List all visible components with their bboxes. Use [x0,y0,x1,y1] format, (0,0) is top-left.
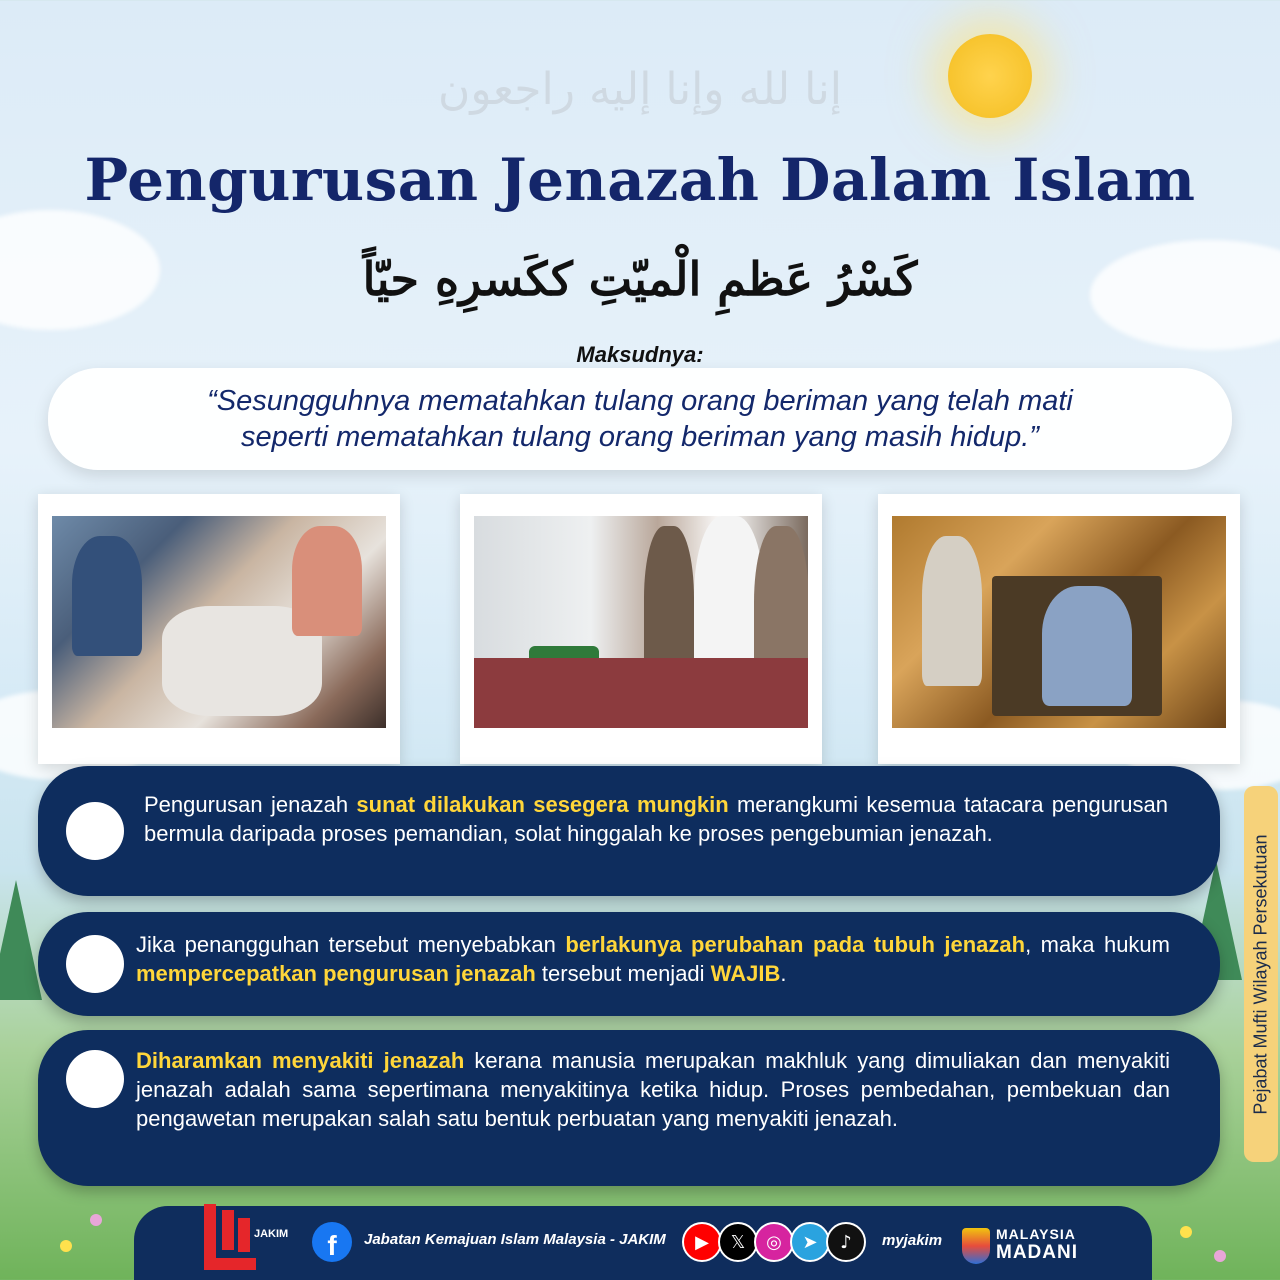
photo-card-washing [38,494,400,764]
meaning-label: Maksudnya: [576,342,704,367]
tiktok-icon[interactable]: ♪ [826,1222,866,1262]
bullet-circle [66,1050,124,1108]
social-handle: myjakim [882,1232,943,1249]
bullet-circle [66,802,124,860]
flower-decoration [1180,1226,1192,1238]
meaning-quote-box [48,368,1232,470]
tree-decoration [0,880,42,1000]
side-label [1244,786,1278,1162]
x-icon[interactable]: 𝕏 [718,1222,758,1262]
malaysia-madani-logo [962,1224,1092,1270]
madani-emblem-icon [962,1228,990,1264]
sun-decoration [948,34,1032,118]
flower-decoration [60,1240,72,1252]
madani-line-2: MADANI [996,1242,1078,1263]
facebook-icon[interactable]: f [312,1222,352,1262]
photo-card-prayer [460,494,822,764]
photo-burial [892,516,1226,728]
info-text-2: Jika penangguhan tersebut menyebabkan berlakunya perubahan pada tubuh jenazah, maka hukum mempercepatkan pengurusan jenazah tersebut menjadi WAJIB. [136,932,1170,986]
flower-decoration [90,1214,102,1226]
info-card-2 [38,912,1220,1016]
youtube-icon[interactable]: ▶ [682,1222,722,1262]
bullet-circle [66,935,124,993]
madani-line-1: MALAYSIA [996,1226,1076,1242]
telegram-icon[interactable]: ➤ [790,1222,830,1262]
meaning-line-1: “Sesungguhnya mematahkan tulang orang beriman yang telah mati [207,385,1073,417]
photo-card-burial [878,494,1240,764]
info-text-1: Pengurusan jenazah sunat dilakukan sesegera mungkin merangkumi kesemua tatacara pengurusan bermula daripada proses pemandian, solat hinggalah ke proses pengebumian jenazah. [144,792,1168,846]
info-card-3 [38,1030,1220,1186]
info-card-1 [38,766,1220,896]
page-title: Pengurusan Jenazah Dalam Islam [84,146,1196,214]
side-label-text: Pejabat Mufti Wilayah Persekutuan [1250,833,1271,1115]
info-text-3: Diharamkan menyakiti jenazah kerana manusia merupakan makhluk yang dimuliakan dan menyakiti jenazah adalah sama sepertimana menyakitinya ketika hidup. Proses pembedahan, pembekuan dan pengawetan merupakan salah satu bentuk perbuatan yang menyakiti jenazah. [136,1048,1170,1131]
photo-prayer [474,516,808,728]
instagram-icon[interactable]: ◎ [754,1222,794,1262]
hadith-arabic: كَسْرُ عَظمِ الْميّتِ ككَسرِهِ حيّاً [362,252,918,306]
photo-washing [52,516,386,728]
meaning-line-2: seperti mematahkan tulang orang beriman yang masih hidup.” [241,421,1039,453]
jakim-label: JAKIM [254,1228,289,1240]
arabic-calligraphy: إنا لله وإنا إليه راجعون [438,64,842,115]
flower-decoration [1214,1250,1226,1262]
facebook-page-name: Jabatan Kemajuan Islam Malaysia - JAKIM [364,1231,666,1248]
